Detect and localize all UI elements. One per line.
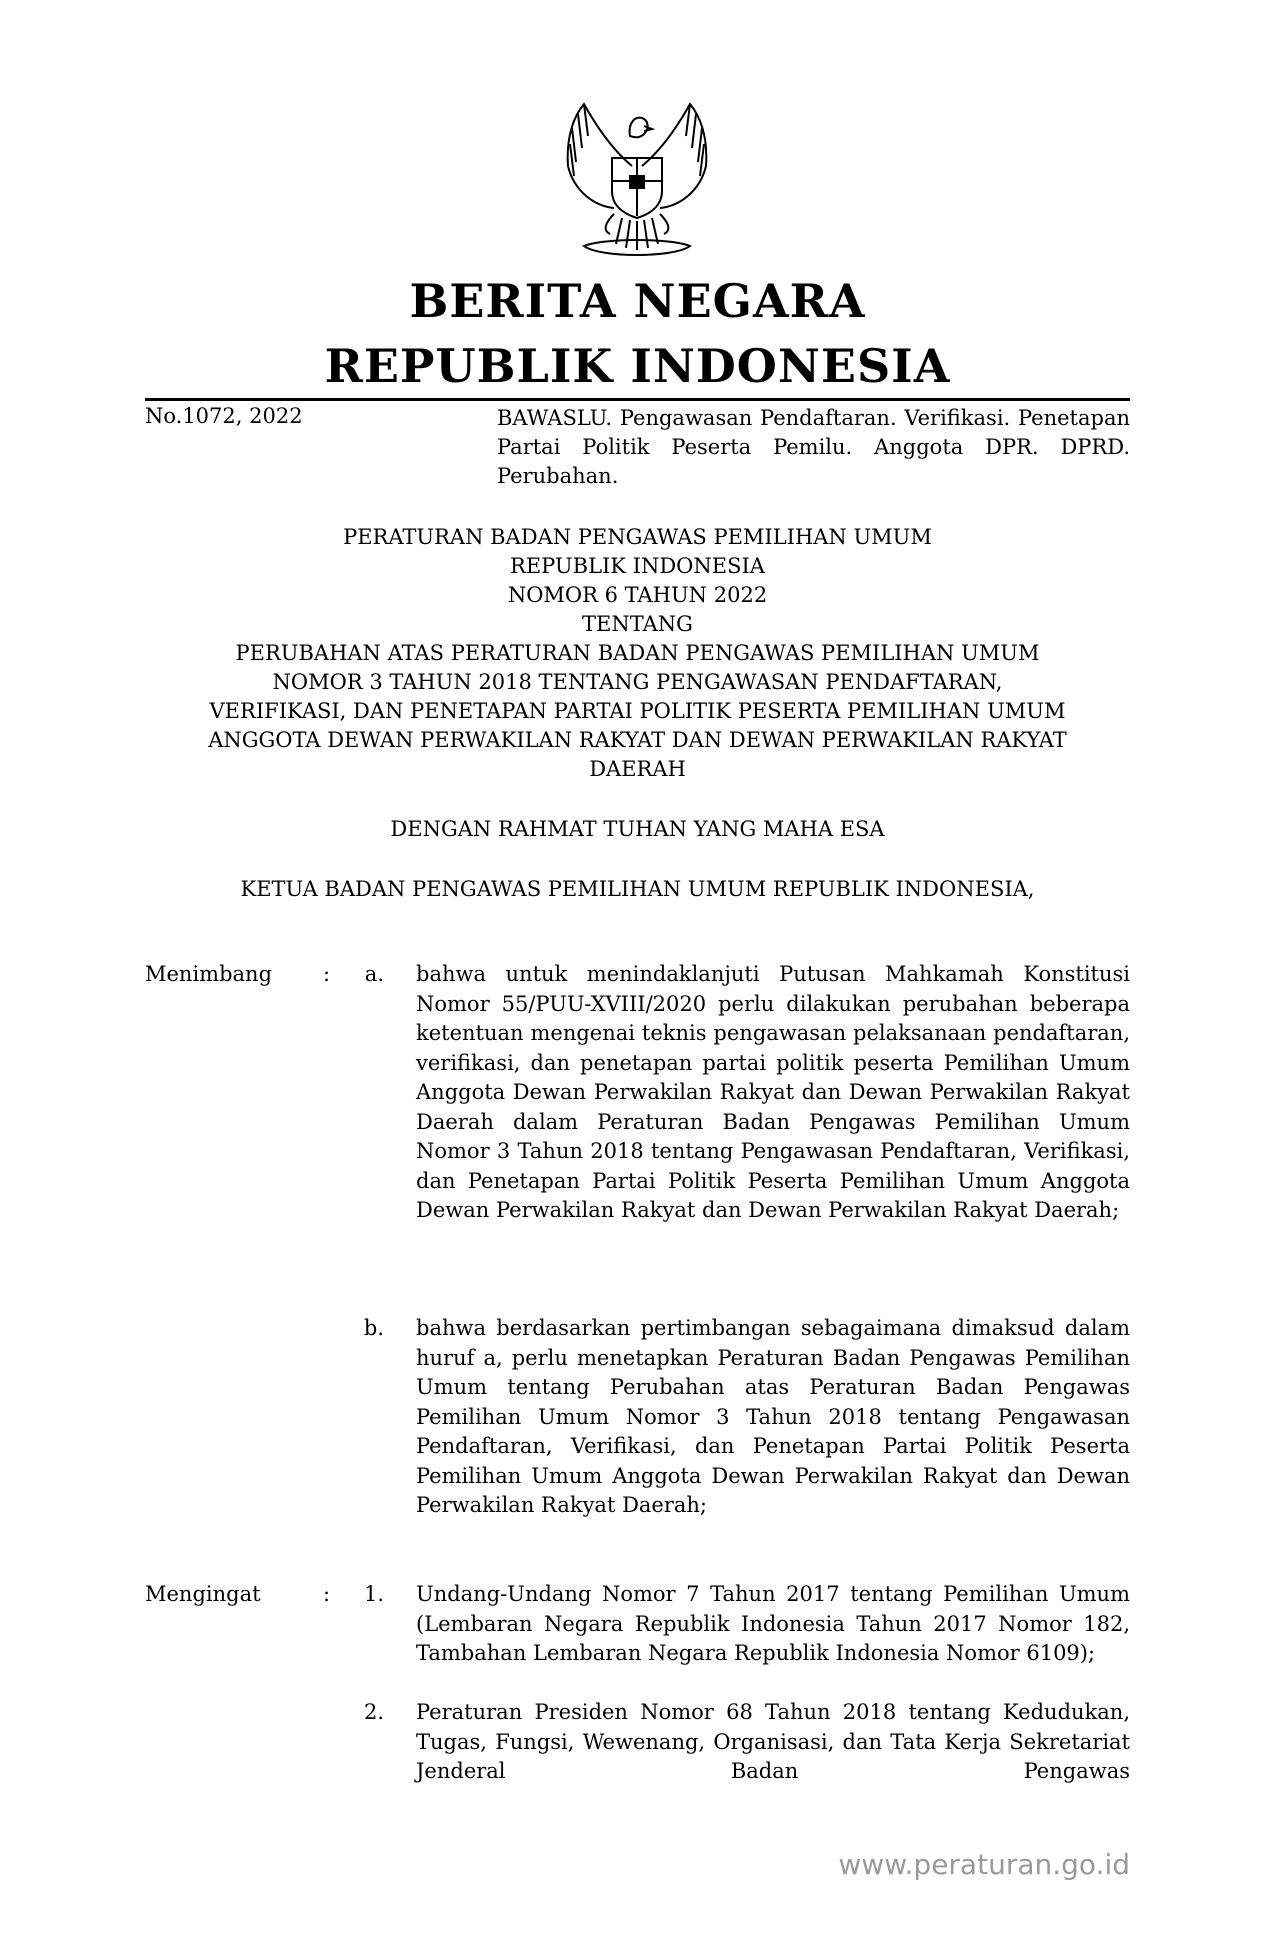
title-line: DAERAH xyxy=(589,757,686,781)
title-line: NOMOR 3 TAHUN 2018 TENTANG PENGAWASAN PENDAFTARAN, xyxy=(272,670,1003,694)
title-line: PERUBAHAN ATAS PERATURAN BADAN PENGAWAS PEMILIHAN UMUM xyxy=(235,641,1040,665)
ketua-line: KETUA BADAN PENGAWAS PEMILIHAN UMUM REPUBLIK INDONESIA, xyxy=(240,877,1035,901)
title-line: ANGGOTA DEWAN PERWAKILAN RAKYAT DAN DEWAN PERWAKILAN RAKYAT xyxy=(208,728,1067,752)
footer-url: www.peraturan.go.id xyxy=(838,1848,1130,1881)
menimbang-item-b: bahwa berdasarkan pertimbangan sebagaimana dimaksud dalam huruf a, perlu menetapkan Peraturan Badan Pengawas Pemilihan Umum tentang Perubahan atas Peraturan Badan Pengawas Pemilihan Umum Nomor 3 Tahun 2018 tentang Pengawasan Pendaftaran, Verifikasi, dan Penetapan Partai Politik Peserta Pemilihan Umum Anggota Dewan Perwakilan Rakyat dan Dewan Perwakilan Rakyat Daerah; xyxy=(416,1316,1130,1517)
masthead-title: BERITA NEGARA xyxy=(409,274,866,328)
title-line: VERIFIKASI, DAN PENETAPAN PARTAI POLITIK PESERTA PEMILIHAN UMUM xyxy=(209,699,1066,723)
regulation-title xyxy=(120,523,1155,784)
garuda-emblem xyxy=(544,96,730,266)
title-line: REPUBLIK INDONESIA xyxy=(510,554,765,578)
item-marker: a. xyxy=(364,962,384,986)
masthead-divider xyxy=(145,398,1130,401)
mengingat-colon: : xyxy=(323,1582,331,1606)
item-marker: 1. xyxy=(363,1582,384,1606)
title-line: NOMOR 6 TAHUN 2022 xyxy=(507,583,768,607)
title-line: PERATURAN BADAN PENGAWAS PEMILIHAN UMUM xyxy=(343,525,932,549)
menimbang-label: Menimbang xyxy=(145,962,273,986)
mengingat-label: Mengingat xyxy=(145,1582,261,1606)
rahmat-line: DENGAN RAHMAT TUHAN YANG MAHA ESA xyxy=(390,817,885,841)
menimbang-colon: : xyxy=(323,962,331,986)
masthead-subtitle: REPUBLIK INDONESIA xyxy=(324,339,951,393)
document-number: No.1072, 2022 xyxy=(145,404,303,428)
mengingat-item-2: Peraturan Presiden Nomor 68 Tahun 2018 tentang Kedudukan, Tugas, Fungsi, Wewenang, Organisasi, dan Tata Kerja Sekretariat Jenderal Badan Pengawas xyxy=(416,1700,1130,1783)
mengingat-item-1: Undang-Undang Nomor 7 Tahun 2017 tentang Pemilihan Umum (Lembaran Negara Republik Indonesia Tahun 2017 Nomor 182, Tambahan Lembaran Negara Republik Indonesia Nomor 6109); xyxy=(416,1582,1130,1665)
menimbang-item-a: bahwa untuk menindaklanjuti Putusan Mahkamah Konstitusi Nomor 55/PUU-XVIII/2020 perlu dilakukan perubahan beberapa ketentuan mengenai teknis pengawasan pelaksanaan pendaftaran, verifikasi, dan penetapan partai politik peserta Pemilihan Umum Anggota Dewan Perwakilan Rakyat dan Dewan Perwakilan Rakyat Daerah dalam Peraturan Badan Pengawas Pemilihan Umum Nomor 3 Tahun 2018 tentang Pengawasan Pendaftaran, Verifikasi, dan Penetapan Partai Politik Peserta Pemilihan Umum Anggota Dewan Perwakilan Rakyat dan Dewan Perwakilan Rakyat Daerah; xyxy=(416,962,1130,1222)
item-marker: 2. xyxy=(363,1700,384,1724)
document-subject: BAWASLU. Pengawasan Pendaftaran. Verifikasi. Penetapan Partai Politik Peserta Pemilu. Anggota DPR. DPRD. Perubahan. xyxy=(497,406,1130,488)
title-line: TENTANG xyxy=(582,612,693,636)
item-marker: b. xyxy=(363,1316,384,1340)
